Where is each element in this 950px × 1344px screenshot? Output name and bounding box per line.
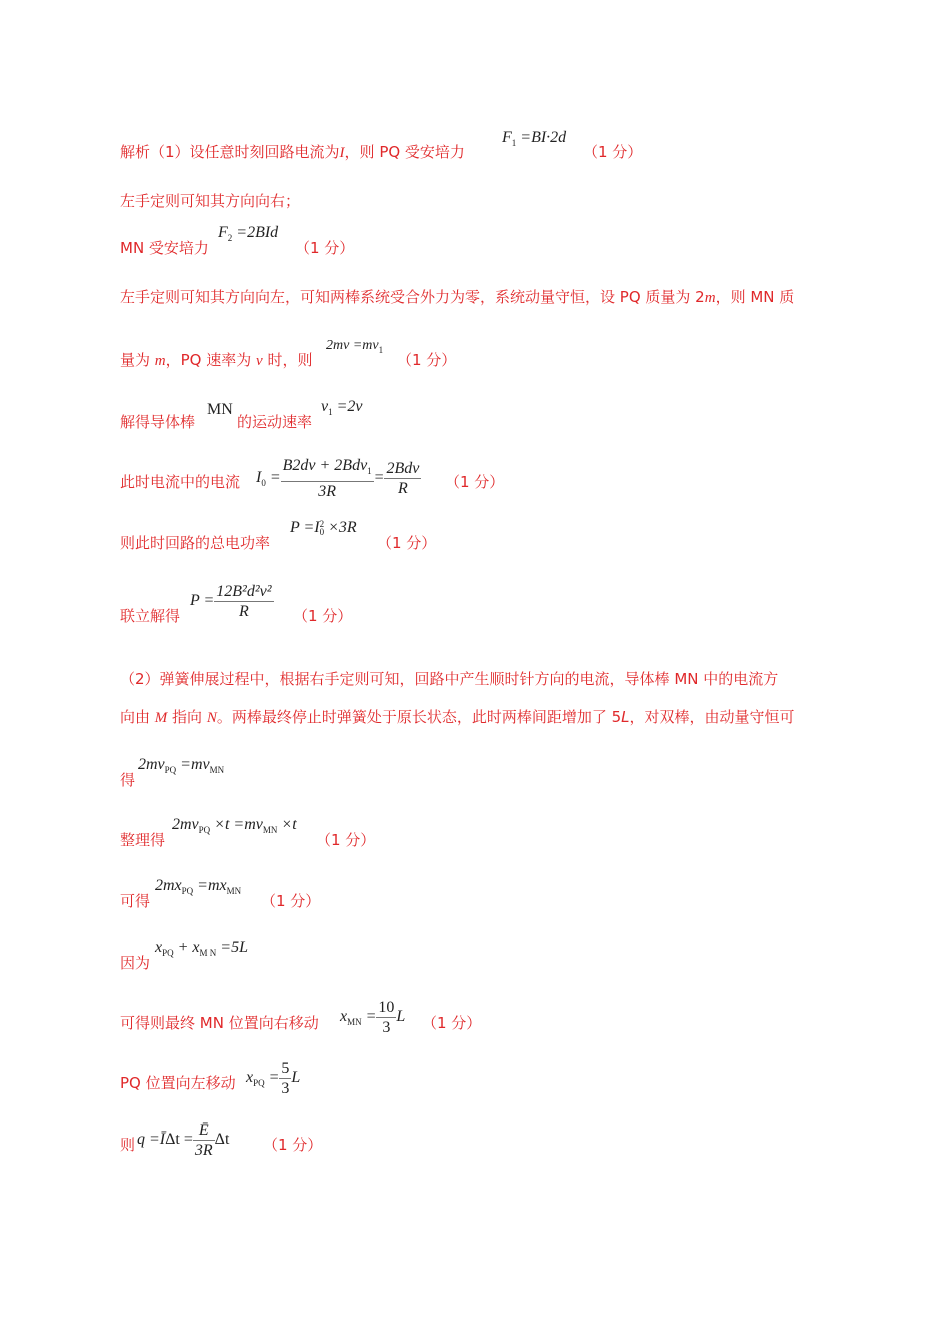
- text-line-17: PQ 位置向左移动: [120, 1074, 236, 1092]
- var-I: I: [339, 145, 345, 161]
- score-label: （1 分）: [397, 351, 457, 369]
- fraction: [384, 459, 421, 498]
- formula-xPQ: [246, 1059, 300, 1098]
- score-label: （1 分）: [422, 1014, 482, 1032]
- f: Ī: [159, 1131, 166, 1149]
- f: MN: [347, 1017, 362, 1028]
- text: ，PQ 速率为: [165, 351, 257, 369]
- den: R: [239, 603, 249, 620]
- f: =2v: [332, 398, 363, 415]
- text: 时，则: [262, 351, 313, 369]
- f: =mx: [193, 877, 227, 894]
- f: x: [155, 939, 163, 956]
- f: =: [265, 469, 281, 487]
- f: PQ: [164, 765, 177, 775]
- text: 解析（1）设任意时刻回路电流为: [120, 143, 340, 161]
- formula-momentum-t: [172, 816, 297, 839]
- f: 1: [328, 407, 333, 417]
- text-line-9: 联立解得: [120, 607, 181, 625]
- f: =2BId: [232, 224, 279, 241]
- formula-xMN: [340, 998, 405, 1037]
- text-line-5: [120, 351, 312, 370]
- score-label: （1 分）: [377, 534, 437, 552]
- f: + x: [173, 939, 200, 956]
- f: 1: [378, 345, 384, 355]
- f: =: [264, 1069, 280, 1087]
- formula-momentum: [326, 337, 383, 359]
- f: I: [256, 469, 262, 487]
- formula-I0: [256, 456, 421, 501]
- formula-charge: [137, 1121, 229, 1160]
- f: MN: [226, 886, 242, 896]
- text-line-4: [120, 288, 794, 307]
- f: 2mv: [138, 756, 165, 773]
- text-line-12: 得: [120, 771, 136, 789]
- score-label: （1 分）: [293, 607, 353, 625]
- text: 的运动速率: [237, 413, 313, 431]
- fraction: [214, 582, 273, 621]
- num: 2Bdv: [386, 460, 420, 477]
- den: 3: [281, 1080, 290, 1097]
- fraction: [279, 1059, 291, 1098]
- f: PQ: [198, 825, 211, 835]
- text-line-3: MN 受安培力: [120, 239, 209, 257]
- f: ×t =mv: [210, 816, 263, 833]
- num: 10: [378, 999, 395, 1016]
- text-line-13: 整理得: [120, 831, 166, 849]
- text-line-15: 因为: [120, 954, 151, 972]
- formula-momentum-2: [138, 756, 224, 779]
- den: 3R: [194, 1142, 213, 1159]
- fraction: [376, 998, 396, 1037]
- var: m: [704, 290, 716, 306]
- text-line-11: [120, 708, 795, 727]
- den: R: [398, 480, 408, 497]
- text: 向由: [120, 708, 155, 726]
- f: 1: [511, 138, 517, 148]
- f: 2mv =mv: [326, 338, 379, 353]
- formula-sum: [155, 939, 248, 962]
- text: 量为: [120, 351, 155, 369]
- text-line-2: 左手定则可知其方向向右；: [120, 192, 301, 210]
- var: M: [154, 710, 168, 726]
- formula-v1: [321, 398, 363, 421]
- f: =: [373, 469, 385, 487]
- f: =mv: [176, 756, 210, 773]
- f: MN: [262, 825, 278, 835]
- formula-displacement: [155, 877, 241, 900]
- f: L: [291, 1069, 301, 1087]
- text-line-14: 可得: [120, 892, 151, 910]
- f: PQ: [253, 1078, 265, 1089]
- score-label: （1 分）: [445, 473, 505, 491]
- f: =BI·2d: [516, 129, 567, 146]
- text-line-7: 此时电流中的电流: [120, 473, 241, 491]
- f: =: [361, 1008, 377, 1026]
- f: v: [321, 398, 329, 415]
- var: v: [256, 353, 263, 369]
- f: B2dv + 2Bdv: [282, 457, 368, 474]
- f: 2mx: [155, 877, 182, 894]
- text-line-16: 可得则最终 MN 位置向右移动: [120, 1014, 319, 1032]
- f: x: [246, 1069, 254, 1087]
- f: 2: [227, 233, 233, 243]
- f: L: [396, 1008, 406, 1026]
- f: 2mv: [172, 816, 199, 833]
- formula-P-result: [190, 582, 274, 621]
- text-line-10: （2）弹簧伸展过程中，根据右手定则可知，回路中产生顺时针方向的电流，导体棒 MN 中的电流方: [120, 670, 779, 688]
- text: 指向: [167, 708, 207, 726]
- text: ，对双棒，由动量守恒可: [629, 708, 795, 726]
- f: PQ: [181, 886, 194, 896]
- f: ×t: [277, 816, 297, 833]
- f: x: [340, 1008, 348, 1026]
- text-line-1: [120, 143, 465, 162]
- var: N: [206, 710, 217, 726]
- score-label: （1 分）: [316, 831, 376, 849]
- f: P =: [190, 592, 215, 610]
- text-line-6: 解得导体棒: [120, 413, 196, 431]
- f: q =: [137, 1131, 160, 1149]
- f: Δt: [214, 1131, 230, 1149]
- f: 2: [319, 519, 325, 530]
- var: m: [154, 353, 166, 369]
- text: 左手定则可知其方向向左，可知两棒系统受合外力为零，系统动量守恒，设 PQ 质量为 2: [120, 288, 705, 306]
- f: F: [218, 224, 228, 241]
- f: =5L: [216, 939, 248, 956]
- text-line-18: 则: [120, 1136, 136, 1154]
- text-line-8: 则此时回路的总电功率: [120, 534, 271, 552]
- f: ×3R: [324, 519, 357, 536]
- f: M N: [199, 948, 217, 958]
- f: 0: [261, 478, 266, 489]
- score-label: （1 分）: [583, 143, 643, 161]
- score-label: （1 分）: [261, 892, 321, 910]
- score-label: （1 分）: [295, 239, 355, 257]
- f: F: [502, 129, 512, 146]
- f: Δt =: [165, 1131, 193, 1149]
- f: P =I: [290, 519, 320, 536]
- fraction: [281, 456, 374, 501]
- f: 1: [367, 466, 372, 476]
- num: [281, 456, 374, 482]
- text: 。两棒最终停止时弹簧处于原长状态，此时两棒间距增加了 5: [216, 708, 622, 726]
- num: 12B²d²v²: [216, 583, 272, 600]
- score-label: （1 分）: [263, 1136, 323, 1154]
- formula-power: [290, 519, 357, 537]
- f: 0: [319, 527, 325, 538]
- f: PQ: [162, 948, 174, 958]
- f: MN: [209, 765, 225, 775]
- formula-F1: [502, 129, 566, 152]
- text: ，则 MN 质: [715, 288, 795, 306]
- text: ，则 PQ 受安培力: [344, 143, 465, 161]
- formula-F2: [218, 224, 278, 247]
- num: 5: [281, 1060, 290, 1077]
- fraction: [193, 1121, 215, 1160]
- den: 3: [382, 1019, 391, 1036]
- label-MN: MN: [207, 401, 233, 418]
- den: 3R: [318, 483, 337, 500]
- num: Ē: [193, 1121, 215, 1141]
- var: L: [621, 708, 630, 726]
